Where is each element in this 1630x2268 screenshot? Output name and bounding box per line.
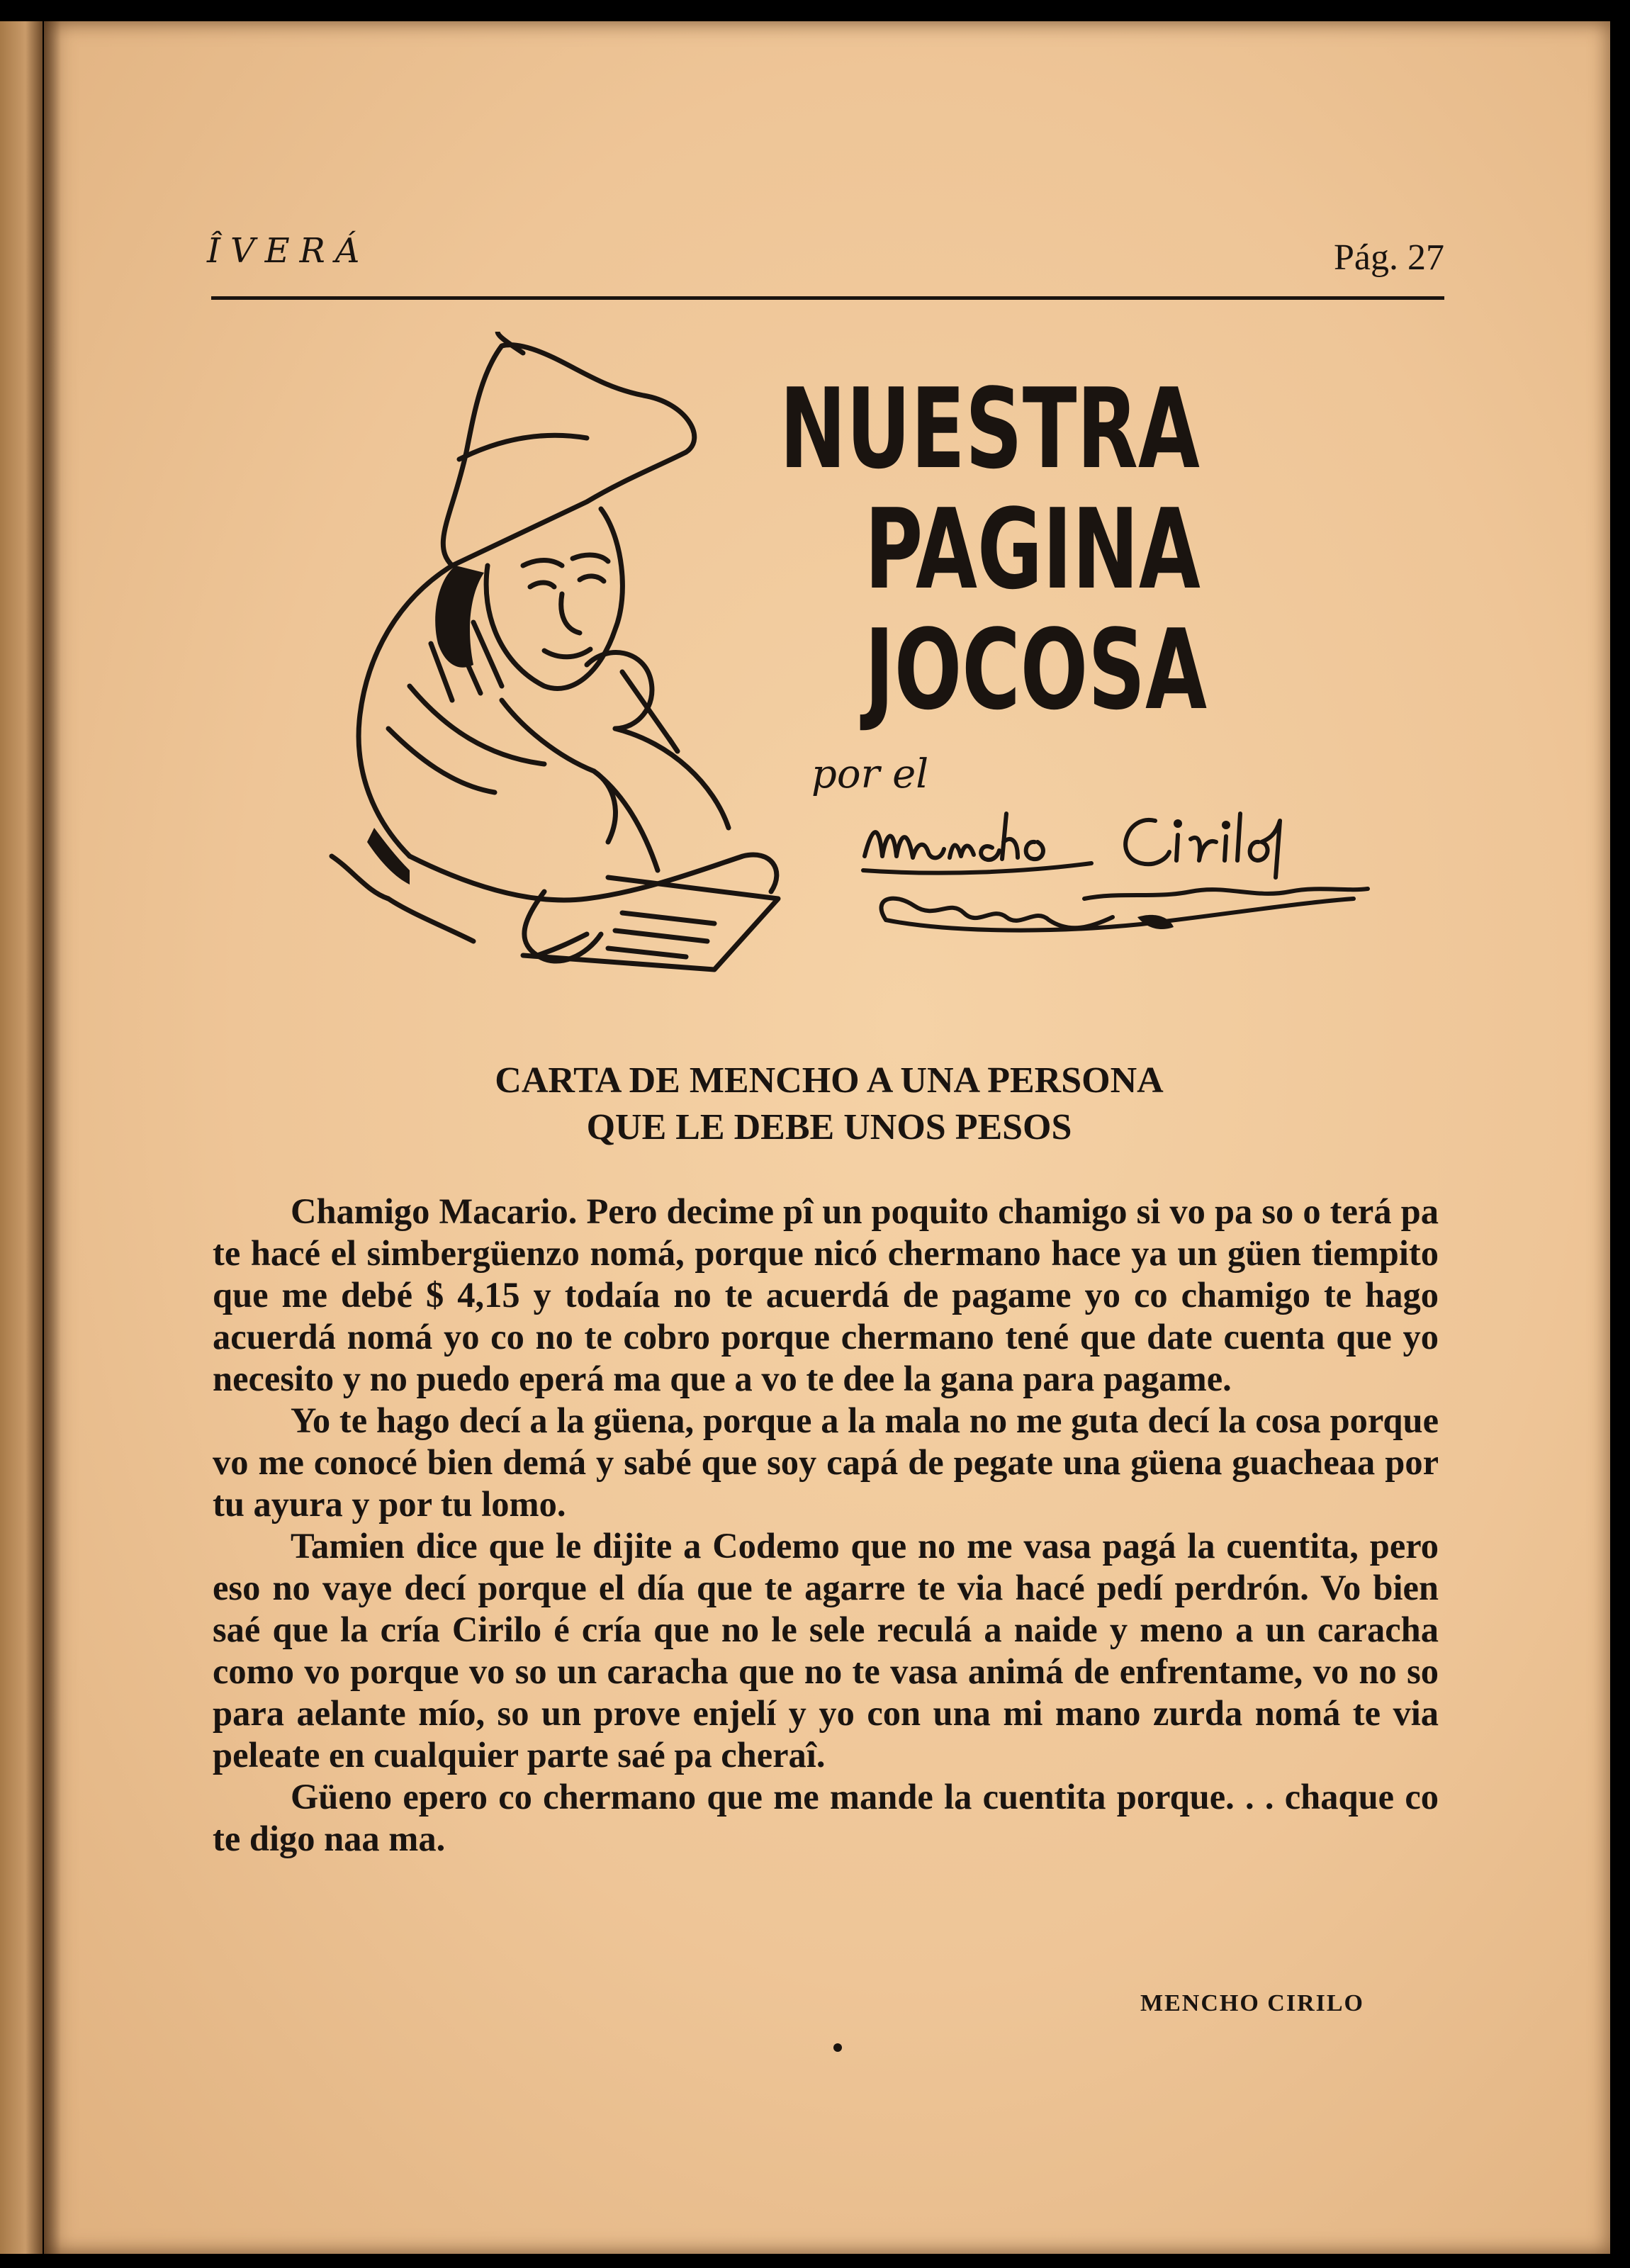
article-heading-line-1: CARTA DE MENCHO A UNA PERSONA [495, 1060, 1164, 1101]
paragraph: Chamigo Macario. Pero decime pî un poquito chamigo si vo pa so o terá pa te hacé el simbergüenzo nomá, porque nicó chermano hace ya un güen tiempito que me debé $ 4,15 y todaía no te acuerdá de pagame yo co chamigo te hago acuerdá nomá yo co no te cobro porque chermano tené que date cuenta que yo necesito y no puedo eperá ma que a vo te dee la gana para pagame. [213, 1191, 1439, 1398]
facing-page-edge [0, 21, 43, 2254]
paragraph: Yo te hago decí a la güena, porque a la mala no me guta decí la cosa porque vo me conocé bien demá y sabé que soy capá de pegate una güena guacheaa por tu ayura y por tu lomo. [213, 1400, 1439, 1524]
portrait-illustration [289, 332, 828, 998]
article-body [213, 1191, 1439, 1860]
ink-dot [833, 2043, 842, 2052]
article-heading [213, 1057, 1446, 1151]
banner-byline: por el [811, 751, 929, 797]
spine-shadow [44, 21, 61, 2254]
paragraph: Güeno epero co chermano que me mande la cuentita porque. . . chaque co te digo naa ma. [213, 1777, 1439, 1858]
article-heading-line-2: QUE LE DEBE UNOS PESOS [586, 1107, 1072, 1147]
banner-title-line-1: NUESTRA [780, 364, 1200, 493]
paragraph: Tamien dice que le dijite a Codemo que no me vasa pagá la cuentita, pero eso no vaye decí porque el día que te agarre te via hacé pedí perdrón. Vo bien saé que la cría Cirilo é cría que no le sele reculá a naide y meno a un caracha como vo porque vo so un caracha que no te vasa animá de enfrentame, vo no so para aelante mío, so un prove enjelí y yo con una mi mano zurda nomá te via peleate en cualquier parte saé pa cheraî. [213, 1526, 1439, 1775]
article-signoff: MENCHO CIRILO [1140, 1990, 1364, 2016]
banner-title-line-3: JOCOSA [865, 605, 1208, 734]
banner-title-line-2: PAGINA [865, 485, 1201, 614]
header-rule [211, 296, 1444, 300]
publication-name: ÎVERÁ [207, 231, 370, 271]
banner-title [780, 364, 1219, 734]
handwritten-signature [858, 792, 1382, 955]
page-number: Pág. 27 [1334, 237, 1444, 278]
